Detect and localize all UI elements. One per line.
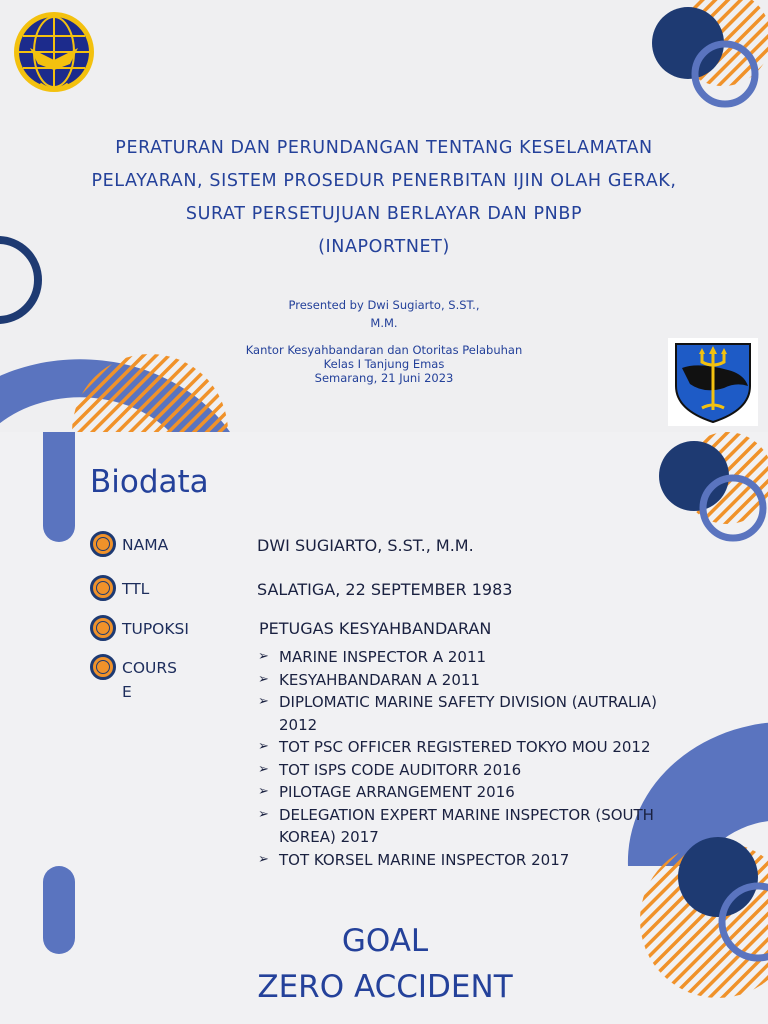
circle-bullet-icon (90, 615, 116, 641)
course-list (258, 646, 698, 871)
biodata-slide (0, 432, 768, 1024)
left-bar-shape (43, 866, 75, 954)
row-label: NAMA (122, 536, 169, 554)
navy-circle-shape (659, 441, 729, 511)
arrow-bullet-icon: ➢ (258, 784, 269, 799)
arrow-bullet-icon: ➢ (258, 761, 269, 777)
list-item: ➢ TOT ISPS CODE AUDITORR 2016 (258, 759, 698, 782)
arrow-bullet-icon: ➢ (258, 671, 269, 687)
presenter-info: Presented by Dwi Sugiarto, S.ST., M.M. (288, 298, 480, 330)
list-item: ➢ TOT KORSEL MARINE INSPECTOR 2017 (258, 849, 698, 872)
arrow-bullet-icon: ➢ (258, 649, 269, 664)
shield-emblem-icon (668, 338, 758, 426)
list-item: ➢ DELEGATION EXPERT MARINE INSPECTOR (SOUTH KOREA) 2017 (258, 805, 654, 846)
circle-bullet-icon (90, 654, 116, 680)
circle-bullet-icon (90, 575, 116, 601)
ministry-logo-icon (10, 8, 98, 98)
office-info: Kantor Kesyahbandaran dan Otoritas Pelabuhan Kelas I Tanjung Emas Semarang, 21 Juni 2023 (245, 343, 523, 385)
row-label: TUPOKSI (122, 620, 189, 638)
row-value: DWI SUGIARTO, S.ST., M.M. (257, 536, 474, 555)
row-value: PETUGAS KESYAHBANDARAN (259, 619, 492, 638)
arrow-bullet-icon: ➢ (258, 739, 269, 754)
row-value: SALATIGA, 22 SEPTEMBER 1983 (257, 580, 513, 599)
row-label: COURSE (122, 659, 177, 701)
title-slide (0, 0, 768, 432)
left-bar-shape (43, 432, 75, 542)
list-item: ➢ KESYAHBANDARAN A 2011 (258, 669, 698, 692)
arrow-bullet-icon: ➢ (258, 851, 269, 867)
arrow-bullet-icon: ➢ (258, 694, 269, 709)
list-item: ➢ MARINE INSPECTOR A 2011 (258, 646, 698, 669)
arrow-bullet-icon: ➢ (258, 806, 269, 822)
navy-ring-shape (0, 240, 38, 320)
list-item: ➢ TOT PSC OFFICER REGISTERED TOKYO MOU 2012 (258, 736, 698, 759)
presentation-title: PERATURAN DAN PERUNDANGAN TENTANG KESELAMATAN PELAYARAN, SISTEM PROSEDUR PENERBITAN IJIN OLAH GERAK, SURAT PERSETUJUAN BERLAYAR DAN PNBP (INAPORTNET) (91, 138, 677, 257)
circle-bullet-icon (90, 531, 116, 557)
row-label: TTL (122, 580, 150, 598)
biodata-heading: Biodata (90, 464, 209, 500)
list-item: ➢ PILOTAGE ARRANGEMENT 2016 (258, 781, 698, 804)
goal-statement: GOAL ZERO ACCIDENT (257, 923, 513, 1005)
list-item: ➢ DIPLOMATIC MARINE SAFETY DIVISION (AUTRALIA) 2012 (258, 693, 657, 734)
